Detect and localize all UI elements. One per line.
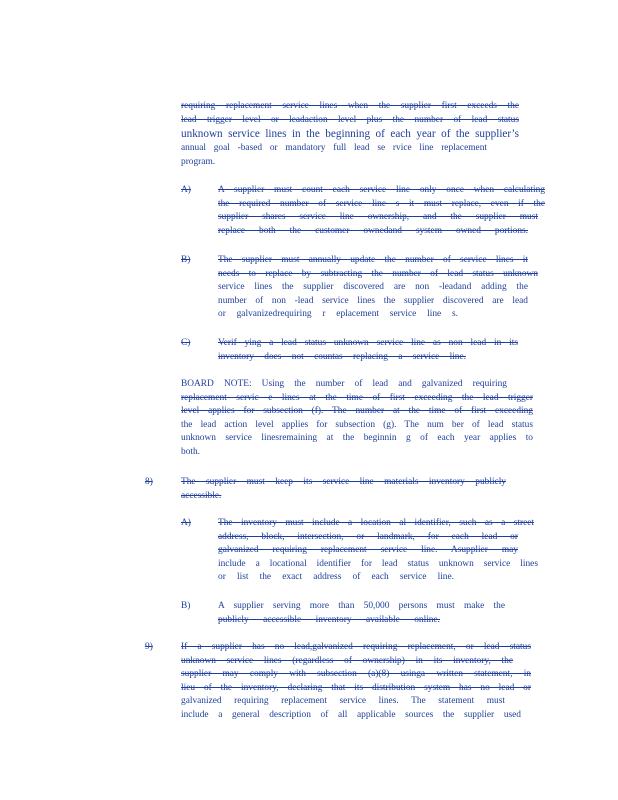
board-note-line-2: replacement servic e lines at the time of first exceeding the lead trigger bbox=[181, 392, 533, 403]
item-8b-marker: B) bbox=[181, 601, 191, 611]
item-b-line-2: needs to replace by subtracting the number of lead status unknown bbox=[218, 268, 538, 279]
item-b-line-1: The supplier must annually update the number of service lines it bbox=[218, 255, 528, 265]
item-8-line-1: The supplier must keep its service line materials inventory publicly bbox=[181, 477, 506, 487]
board-note-line-6: both. bbox=[181, 446, 201, 457]
item-c-marker: C) bbox=[181, 338, 191, 348]
item-8b-line-1: A supplier serving more than 50,000 persons must make the bbox=[218, 601, 505, 611]
intro-paragraph bbox=[181, 100, 519, 169]
item-b-paragraph bbox=[218, 254, 538, 322]
item-8a-line-3: galvanized requiring replacement service line. Asupplier may bbox=[218, 545, 518, 556]
item-8-marker: 8) bbox=[145, 477, 153, 487]
item-8a-marker: A) bbox=[181, 518, 191, 528]
item-c-line-1: Verif ying a lead status unknown service line as non lead in its bbox=[218, 338, 518, 348]
board-note-line-1: BOARD NOTE: Using the number of lead and galvanized requiring bbox=[181, 379, 507, 389]
item-b-marker: B) bbox=[181, 255, 191, 265]
item-c-line-2: inventory does not countas replacing a service line. bbox=[218, 351, 466, 362]
intro-line-5: program. bbox=[181, 156, 216, 167]
intro-line-1: requiring replacement service lines when the supplier first exceeds the bbox=[181, 101, 519, 111]
item-9-line-3: supplier may comply with subsection (a)(8) usinga written statement, in bbox=[181, 669, 531, 680]
intro-line-2: lead trigger level or leadaction level plus the number of lead status bbox=[181, 114, 519, 125]
board-note-line-5: unknown service linesremaining at the beginnin g of each year applies to bbox=[181, 433, 533, 444]
item-b-line-3: service lines the supplier discovered are non -leadand adding the bbox=[218, 282, 528, 293]
item-8a-line-1: The inventory must include a location al identifier, such as a street bbox=[218, 518, 534, 528]
item-8a-paragraph bbox=[218, 517, 538, 585]
item-8a-line-5: or list the exact address of each service line. bbox=[218, 572, 454, 583]
board-note-line-4: the lead action level applies for subsection (g). The num ber of lead status bbox=[181, 419, 533, 430]
board-note-line-3: level applies for subsection (f). The number at the time of first exceeding bbox=[181, 406, 533, 417]
board-note-paragraph bbox=[181, 378, 533, 460]
item-a-line-4: replace both the customer ownedand system owned portions. bbox=[218, 225, 528, 236]
item-8a-line-4: include a locational identifier for lead status unknown service lines bbox=[218, 558, 538, 569]
intro-line-4: annual goal -based or mandatory full lead se rvice line replacement bbox=[181, 143, 487, 154]
item-8b-line-2: publicly accessible inventory available online. bbox=[218, 614, 440, 625]
item-9-line-4: lieu of the inventory, declaring that its distribution system has no lead or bbox=[181, 682, 531, 693]
item-b-line-5: or galvanizedrequiring r eplacement service line s. bbox=[218, 309, 458, 320]
item-8b-paragraph bbox=[218, 600, 505, 627]
intro-line-3: unknown service lines in the beginning of each year of the supplier’s bbox=[181, 128, 519, 141]
item-9-marker: 9) bbox=[145, 642, 153, 652]
item-9-line-1: If a supplier has no lead,galvanized requiring replacement, or lead status bbox=[181, 642, 531, 652]
item-a-line-1: A supplier must count each service line only once when calculating bbox=[218, 185, 545, 195]
item-c-paragraph bbox=[218, 337, 518, 364]
item-a-line-2: the required number of service line s it must replace, even if the bbox=[218, 198, 545, 209]
item-8-paragraph bbox=[181, 476, 506, 503]
item-8a-line-2: address, block, intersection, or landmark, for each lead or bbox=[218, 531, 518, 542]
item-9-paragraph bbox=[181, 641, 531, 723]
item-9-line-6: include a general description of all applicable sources the supplier used bbox=[181, 709, 521, 720]
item-a-line-3: supplier shares service line ownership, and the supplier must bbox=[218, 212, 538, 223]
item-9-line-5: galvanized requiring replacement service lines. The statement must bbox=[181, 696, 505, 707]
item-a-paragraph bbox=[218, 184, 545, 238]
item-a-marker: A) bbox=[181, 185, 191, 195]
item-8-line-2: accessible. bbox=[181, 490, 222, 501]
item-b-line-4: number of non -lead service lines the supplier discovered are lead bbox=[218, 295, 528, 306]
item-9-line-2: unknown service lines (regardless of ownership) in its inventory, the bbox=[181, 655, 513, 666]
